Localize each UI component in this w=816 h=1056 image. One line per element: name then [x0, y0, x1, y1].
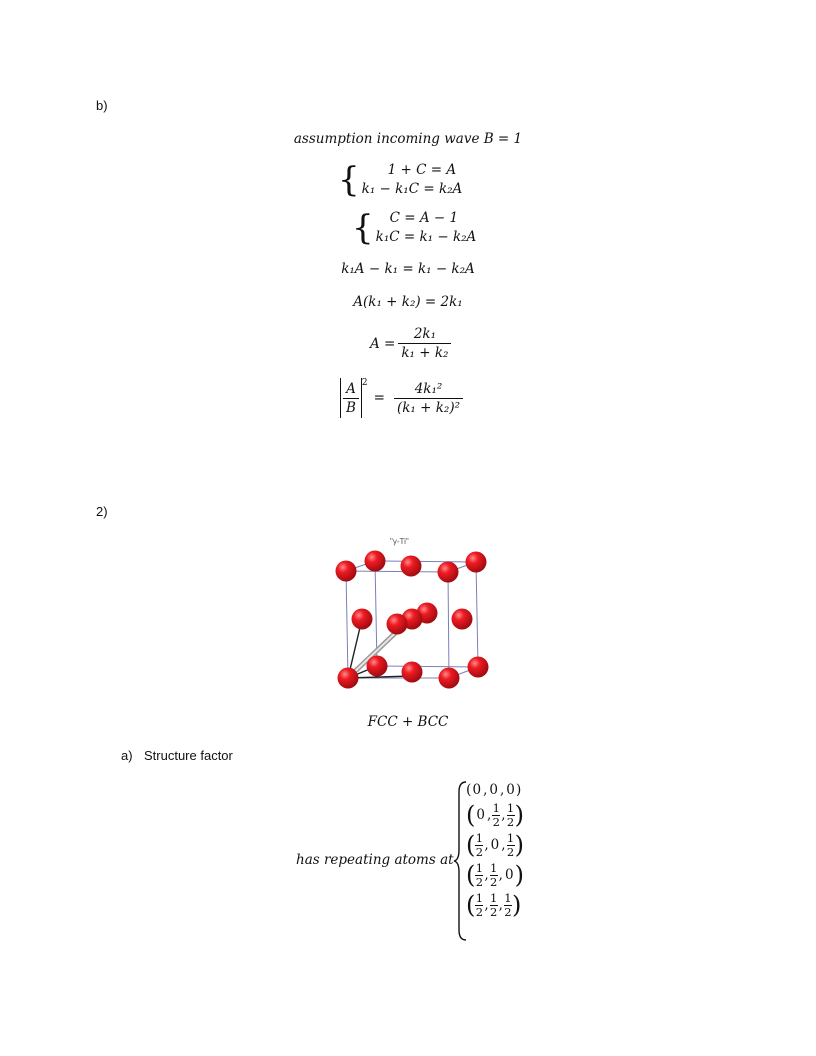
eq5-fraction: [398, 325, 451, 362]
open-paren: (: [466, 782, 472, 798]
eq5-lhs: A =: [370, 335, 396, 352]
equation-system-2: [352, 209, 476, 247]
close-paren: ): [515, 782, 522, 798]
close-paren: ): [511, 891, 522, 919]
coordinate-value: 0: [506, 782, 515, 798]
equation-system-1: [338, 161, 462, 199]
coordinate-fraction: 1 2: [504, 890, 512, 919]
section-label-b: b): [96, 98, 108, 113]
coordinate-fraction: 1 2: [475, 830, 484, 859]
atom: [338, 668, 359, 689]
coordinate-fraction: 1 2: [490, 890, 498, 919]
close-paren: ): [514, 831, 524, 859]
coordinate-fraction: 1 2: [475, 890, 484, 919]
comma: ,: [498, 867, 503, 883]
comma: ,: [499, 782, 505, 798]
close-paren: ): [514, 861, 524, 889]
atom: [401, 556, 422, 577]
comma: ,: [483, 782, 488, 798]
coordinate-value: 0: [476, 807, 485, 823]
open-paren: (: [466, 861, 476, 889]
atom: [367, 656, 388, 677]
atom: [452, 609, 473, 630]
eq6-rhs-num: 4k₁²: [414, 380, 443, 397]
coordinate-value: 0: [504, 867, 514, 883]
equation-6: [340, 378, 466, 418]
section-label-2: 2): [96, 504, 108, 519]
figure-caption: "γ-Ti": [390, 537, 409, 546]
eq5-numerator: 2k₁: [413, 326, 436, 342]
eq6-lhs-den: B: [343, 398, 359, 417]
close-paren: ): [514, 801, 524, 829]
atom: [352, 609, 373, 630]
comma: ,: [501, 837, 506, 853]
position-tuple: [466, 830, 524, 860]
repeating-atoms-label: has repeating atoms at: [296, 852, 454, 868]
equation-5: [370, 325, 454, 362]
eq6-exponent: 2: [361, 378, 368, 388]
figure-label: FCC + BCC: [367, 714, 449, 730]
system1-line-2: k₁ − k₁C = k₂A: [361, 181, 463, 197]
position-tuple: [466, 780, 524, 800]
atom: [336, 561, 357, 582]
coordinate-fraction: 1 2: [475, 860, 484, 889]
atom: [387, 614, 408, 635]
eq6-lhs-fraction: [343, 380, 359, 417]
position-tuple: [466, 890, 524, 920]
eq5-denominator: k₁ + k₂: [398, 343, 451, 362]
comma: ,: [501, 807, 506, 823]
comma: ,: [484, 897, 489, 913]
system1-line-1: 1 + C = A: [387, 162, 457, 178]
coordinate-value: 0: [472, 782, 482, 798]
atom: [466, 552, 487, 573]
positions-list: [466, 780, 524, 920]
item-a-marker: a): [121, 748, 133, 763]
open-paren: (: [466, 801, 476, 829]
coordinate-fraction: 1 2: [506, 800, 515, 829]
position-tuple: [466, 860, 524, 890]
atom: [402, 662, 423, 683]
open-paren: (: [466, 831, 476, 859]
eq6-lhs-num: A: [346, 380, 356, 397]
coordinate-value: 0: [490, 837, 500, 853]
left-brace: {: [338, 160, 360, 200]
atom: [438, 562, 459, 583]
atom: [365, 551, 386, 572]
coordinate-fraction: 1 2: [490, 860, 498, 889]
equation-4: A(k₁ + k₂) = 2k₁: [353, 294, 463, 310]
atom: [468, 657, 489, 678]
item-a-text: Structure factor: [144, 748, 233, 763]
coordinate-fraction: 1 2: [506, 830, 515, 859]
comma: ,: [486, 807, 492, 823]
assumption-line: assumption incoming wave B = 1: [293, 131, 523, 147]
comma: ,: [484, 867, 489, 883]
coordinate-fraction: 1 2: [492, 800, 500, 829]
atom: [439, 668, 460, 689]
comma: ,: [484, 837, 489, 853]
eq6-equals: =: [373, 390, 385, 406]
eq6-abs: [340, 378, 362, 418]
coordinate-value: 0: [489, 782, 498, 798]
eq6-rhs-fraction: [394, 380, 463, 417]
eq6-rhs-den: (k₁ + k₂)²: [394, 398, 463, 417]
system2-line-2: k₁C = k₁ − k₂A: [375, 229, 477, 245]
crystal-structure-figure: [325, 540, 500, 695]
equation-3: k₁A − k₁ = k₁ − k₂A: [341, 261, 475, 277]
left-brace: {: [352, 208, 374, 248]
system2-line-1: C = A − 1: [389, 210, 459, 226]
open-paren: (: [466, 891, 476, 919]
position-tuple: [466, 800, 524, 830]
comma: ,: [498, 897, 503, 913]
